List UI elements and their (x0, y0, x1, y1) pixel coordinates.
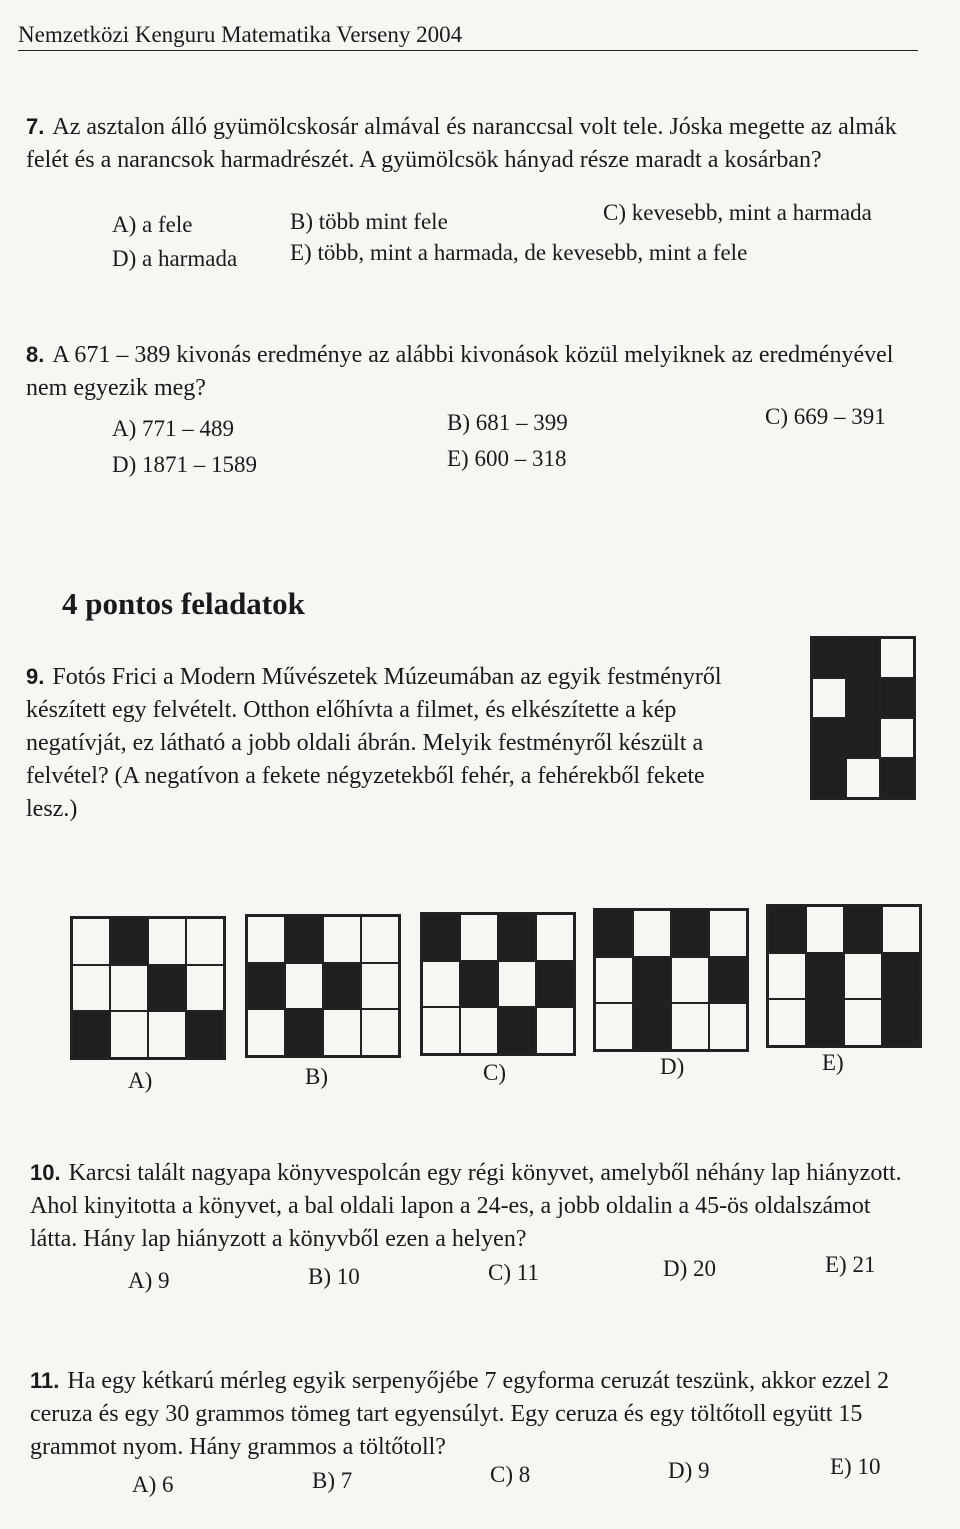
white-cell (148, 918, 186, 965)
white-cell (595, 957, 633, 1004)
black-cell (768, 906, 806, 953)
black-cell (806, 953, 844, 1000)
question-number: 11. (30, 1368, 60, 1393)
black-cell (498, 914, 536, 961)
grid-label-e: E) (822, 1050, 844, 1075)
question-text: Az asztalon álló gyümölcskosár almával és naranccsal volt tele. Jóska megette az almák felét és a narancsok harmadrészét. A gyümölcsök hányad része maradt a kosárban? (26, 114, 897, 173)
negative-image-grid (810, 636, 916, 800)
black-cell (323, 963, 361, 1010)
white-cell (361, 916, 399, 963)
white-cell (361, 963, 399, 1010)
black-cell (595, 910, 633, 957)
grid-label-d: D) (660, 1054, 685, 1079)
question-text: Karcsi talált nagyapa könyvespolcán egy régi könyvet, amelyből néhány lap hiányzott. Ahol kinyitotta a könyvet, a bal oldali lapon a 24-es, a jobb oldalin a 45-ös oldalszámot látta. Hány lap hiányzott a könyvből ezen a helyen? (30, 1160, 902, 1252)
white-cell (671, 1003, 709, 1050)
black-cell (806, 999, 844, 1046)
black-cell (846, 678, 880, 718)
answer-grid-b (245, 914, 401, 1058)
answer-grid-d (593, 908, 749, 1052)
white-cell (768, 953, 806, 1000)
white-cell (812, 678, 846, 718)
answer-grid-a (70, 916, 226, 1060)
option-e: E) 21 (825, 1252, 876, 1277)
black-cell (498, 1007, 536, 1054)
white-cell (709, 1003, 747, 1050)
black-cell (709, 957, 747, 1004)
option-d: D) 9 (668, 1458, 710, 1483)
option-c: C) 669 – 391 (765, 404, 886, 429)
white-cell (72, 965, 110, 1012)
option-e: E) 10 (830, 1454, 881, 1479)
question-8 (26, 338, 916, 405)
white-cell (460, 914, 498, 961)
white-cell (671, 957, 709, 1004)
black-cell (882, 953, 920, 1000)
question-text: Fotós Frici a Modern Művészetek Múzeumában az egyik festményről készített egy felvételt. Otthon előhívta a filmet, és elkészítette a kép negatívját, ez látható a jobb oldali ábrán. Melyik festményről készült a felvétel? (A negatívon a fekete négyzetekből fehér, a fehérekből fekete lesz.) (26, 664, 722, 822)
option-a: A) 9 (128, 1268, 170, 1293)
option-e: E) 600 – 318 (447, 446, 567, 471)
answer-grid-e (766, 904, 922, 1048)
white-cell (323, 1009, 361, 1056)
question-number: 7. (26, 114, 45, 139)
white-cell (595, 1003, 633, 1050)
question-9 (26, 660, 756, 826)
white-cell (361, 1009, 399, 1056)
option-a: A) a fele (112, 212, 193, 237)
option-d: D) 1871 – 1589 (112, 452, 258, 477)
black-cell (285, 1009, 323, 1056)
white-cell (880, 718, 914, 758)
white-cell (844, 953, 882, 1000)
black-cell (422, 914, 460, 961)
black-cell (633, 957, 671, 1004)
question-10 (30, 1156, 920, 1256)
black-cell (148, 965, 186, 1012)
white-cell (846, 758, 880, 798)
white-cell (110, 1011, 148, 1058)
black-cell (880, 678, 914, 718)
white-cell (72, 918, 110, 965)
black-cell (633, 1003, 671, 1050)
option-a: A) 771 – 489 (112, 416, 235, 441)
question-7 (26, 110, 916, 177)
white-cell (882, 906, 920, 953)
option-c: C) 8 (490, 1462, 531, 1487)
white-cell (422, 961, 460, 1008)
option-b: B) 7 (312, 1468, 353, 1493)
option-d: D) 20 (663, 1256, 717, 1281)
question-11 (30, 1364, 920, 1464)
grid-label-a: A) (128, 1068, 153, 1093)
option-c: C) 11 (488, 1260, 539, 1285)
white-cell (247, 916, 285, 963)
option-b: B) több mint fele (290, 209, 448, 234)
black-cell (882, 999, 920, 1046)
question-text: Ha egy kétkarú mérleg egyik serpenyőjébe 7 egyforma ceruzát teszünk, akkor ezzel 2 ceruza és egy 30 grammos tömeg tart egyensúlyt. Egy ceruza és egy töltőtoll együtt 15 grammot nyom. Hány grammos a töltőtoll? (30, 1368, 889, 1460)
black-cell (812, 718, 846, 758)
option-d: D) a harmada (112, 246, 238, 271)
black-cell (844, 906, 882, 953)
white-cell (460, 1007, 498, 1054)
black-cell (72, 1011, 110, 1058)
question-number: 8. (26, 342, 45, 367)
section-title: 4 pontos feladatok (62, 586, 305, 621)
white-cell (186, 918, 224, 965)
page-header: Nemzetközi Kenguru Matematika Verseny 2004 (18, 22, 918, 51)
black-cell (812, 758, 846, 798)
white-cell (536, 914, 574, 961)
black-cell (846, 718, 880, 758)
question-number: 9. (26, 664, 45, 689)
white-cell (186, 965, 224, 1012)
grid-label-c: C) (483, 1060, 506, 1085)
black-cell (186, 1011, 224, 1058)
white-cell (844, 999, 882, 1046)
grid-label-b: B) (305, 1064, 328, 1089)
white-cell (806, 906, 844, 953)
black-cell (846, 638, 880, 678)
white-cell (247, 1009, 285, 1056)
white-cell (709, 910, 747, 957)
white-cell (323, 916, 361, 963)
question-number: 10. (30, 1160, 61, 1185)
white-cell (148, 1011, 186, 1058)
white-cell (422, 1007, 460, 1054)
white-cell (285, 963, 323, 1010)
black-cell (460, 961, 498, 1008)
black-cell (671, 910, 709, 957)
question-text: A 671 – 389 kivonás eredménye az alábbi kivonások közül melyiknek az eredményével nem egyezik meg? (26, 342, 894, 401)
white-cell (536, 1007, 574, 1054)
black-cell (285, 916, 323, 963)
option-a: A) 6 (132, 1472, 174, 1497)
option-e: E) több, mint a harmada, de kevesebb, mint a fele (290, 240, 748, 265)
white-cell (633, 910, 671, 957)
option-c: C) kevesebb, mint a harmada (603, 200, 872, 225)
black-cell (880, 758, 914, 798)
black-cell (536, 961, 574, 1008)
white-cell (880, 638, 914, 678)
option-b: B) 681 – 399 (447, 410, 568, 435)
white-cell (768, 999, 806, 1046)
black-cell (110, 918, 148, 965)
white-cell (498, 961, 536, 1008)
option-b: B) 10 (308, 1264, 360, 1289)
white-cell (110, 965, 148, 1012)
black-cell (812, 638, 846, 678)
black-cell (247, 963, 285, 1010)
answer-grid-c (420, 912, 576, 1056)
